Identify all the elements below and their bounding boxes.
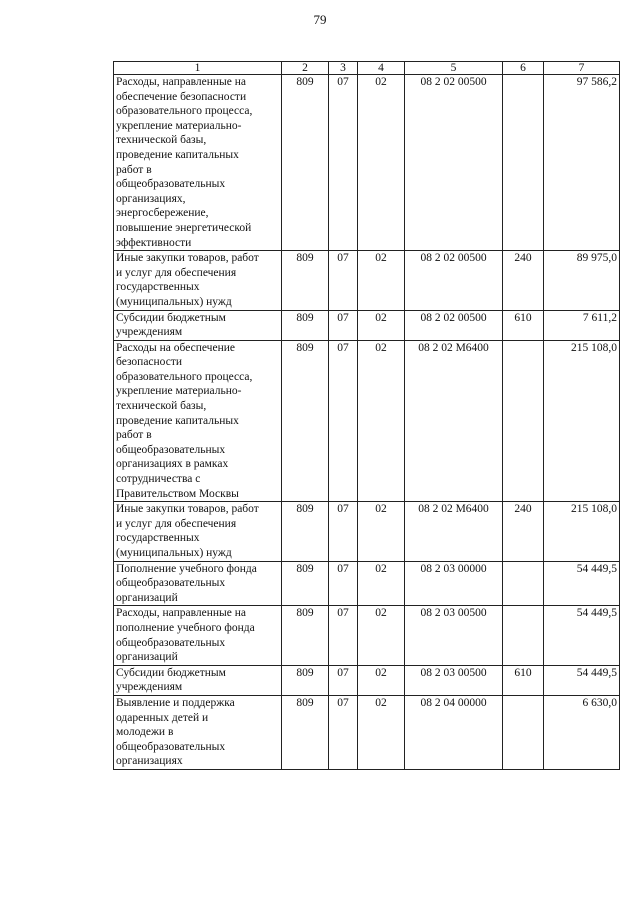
row-amount: 7 611,2: [544, 310, 620, 340]
row-section-code: 07: [329, 695, 358, 769]
row-subsection-code: 02: [358, 695, 405, 769]
row-section-code: 07: [329, 502, 358, 561]
row-description: [114, 606, 282, 665]
page-number: 79: [313, 12, 327, 27]
description-line: организациях: [116, 755, 183, 768]
description-line: энергосбережение,: [116, 207, 209, 220]
row-expense-type: [503, 695, 544, 769]
row-subsection-code: 02: [358, 606, 405, 665]
row-ministry-code: 809: [282, 665, 329, 695]
row-ministry-code: 809: [282, 561, 329, 606]
description-line: Субсидии бюджетным: [116, 311, 226, 324]
row-amount: 215 108,0: [544, 340, 620, 502]
row-target-article: 08 2 02 М6400: [405, 340, 503, 502]
table-row: [114, 561, 620, 606]
description-line: технической базы,: [116, 134, 207, 147]
row-subsection-code: 02: [358, 340, 405, 502]
description-line: Пополнение учебного фонда: [116, 562, 257, 575]
row-description: [114, 665, 282, 695]
description-line: одаренных детей и: [116, 711, 209, 724]
header-col-6: 6: [503, 62, 544, 75]
row-target-article: 08 2 03 00500: [405, 665, 503, 695]
row-expense-type: [503, 75, 544, 251]
row-target-article: 08 2 02 М6400: [405, 502, 503, 561]
header-col-1: 1: [114, 62, 282, 75]
description-line: работ в: [116, 163, 152, 176]
row-target-article: 08 2 02 00500: [405, 75, 503, 251]
description-line: государственных: [116, 532, 200, 545]
description-line: проведение капитальных: [116, 148, 239, 161]
description-line: учреждениям: [116, 326, 183, 339]
description-line: Расходы, направленные на: [116, 607, 247, 620]
row-expense-type: [503, 340, 544, 502]
budget-table: [113, 61, 620, 770]
description-line: организаций: [116, 591, 178, 604]
row-description: [114, 561, 282, 606]
row-ministry-code: 809: [282, 75, 329, 251]
table-row: [114, 695, 620, 769]
table-row: [114, 251, 620, 310]
description-line: организаций: [116, 651, 178, 664]
header-col-7: 7: [544, 62, 620, 75]
row-expense-type: 610: [503, 665, 544, 695]
row-section-code: 07: [329, 75, 358, 251]
description-line: укрепление материально-: [116, 119, 242, 132]
row-expense-type: [503, 606, 544, 665]
description-line: Расходы на обеспечение: [116, 341, 235, 354]
row-ministry-code: 809: [282, 695, 329, 769]
row-subsection-code: 02: [358, 665, 405, 695]
description-line: повышение энергетической: [116, 221, 252, 234]
description-line: сотрудничества с: [116, 473, 201, 486]
row-subsection-code: 02: [358, 310, 405, 340]
row-ministry-code: 809: [282, 606, 329, 665]
row-ministry-code: 809: [282, 310, 329, 340]
row-section-code: 07: [329, 606, 358, 665]
row-target-article: 08 2 02 00500: [405, 251, 503, 310]
header-col-4: 4: [358, 62, 405, 75]
description-line: общеобразовательных: [116, 443, 226, 456]
description-line: работ в: [116, 429, 152, 442]
description-line: общеобразовательных: [116, 178, 226, 191]
row-subsection-code: 02: [358, 561, 405, 606]
row-description: [114, 310, 282, 340]
row-amount: 6 630,0: [544, 695, 620, 769]
description-line: Расходы, направленные на: [116, 76, 247, 88]
description-line: общеобразовательных: [116, 636, 226, 649]
description-line: молодежи в: [116, 726, 174, 739]
row-amount: 54 449,5: [544, 561, 620, 606]
row-description: [114, 695, 282, 769]
description-line: Субсидии бюджетным: [116, 666, 226, 679]
row-subsection-code: 02: [358, 251, 405, 310]
description-line: (муниципальных) нужд: [116, 295, 232, 308]
description-line: (муниципальных) нужд: [116, 547, 232, 559]
row-ministry-code: 809: [282, 340, 329, 502]
row-amount: 215 108,0: [544, 502, 620, 561]
description-line: общеобразовательных: [116, 577, 226, 590]
description-line: образовательного процесса,: [116, 105, 253, 118]
header-col-5: 5: [405, 62, 503, 75]
description-line: обеспечение безопасности: [116, 90, 247, 103]
row-amount: 54 449,5: [544, 665, 620, 695]
table-row: [114, 75, 620, 251]
row-expense-type: 240: [503, 502, 544, 561]
row-target-article: 08 2 02 00500: [405, 310, 503, 340]
description-line: организациях в рамках: [116, 458, 229, 471]
header-row: [114, 62, 620, 75]
description-line: учреждениям: [116, 681, 183, 694]
description-line: и услуг для обеспечения: [116, 266, 237, 279]
row-description: [114, 340, 282, 502]
row-description: [114, 502, 282, 561]
description-line: Выявление и поддержка: [116, 696, 235, 709]
description-line: эффективности: [116, 236, 192, 249]
row-ministry-code: 809: [282, 251, 329, 310]
row-expense-type: [503, 561, 544, 606]
description-line: технической базы,: [116, 400, 207, 413]
row-target-article: 08 2 03 00500: [405, 606, 503, 665]
row-expense-type: 610: [503, 310, 544, 340]
description-line: организациях,: [116, 192, 186, 205]
row-amount: 89 975,0: [544, 251, 620, 310]
table-row: [114, 310, 620, 340]
row-amount: 97 586,2: [544, 75, 620, 251]
row-section-code: 07: [329, 340, 358, 502]
row-amount: 54 449,5: [544, 606, 620, 665]
description-line: Правительством Москвы: [116, 487, 239, 500]
row-ministry-code: 809: [282, 502, 329, 561]
description-line: укрепление материально-: [116, 385, 242, 398]
row-subsection-code: 02: [358, 75, 405, 251]
description-line: пополнение учебного фонда: [116, 621, 255, 634]
row-description: [114, 75, 282, 251]
table-row: [114, 502, 620, 561]
table-row: [114, 606, 620, 665]
description-line: общеобразовательных: [116, 740, 226, 753]
header-col-2: 2: [282, 62, 329, 75]
row-target-article: 08 2 03 00000: [405, 561, 503, 606]
row-section-code: 07: [329, 310, 358, 340]
description-line: безопасности: [116, 356, 183, 369]
description-line: и услуг для обеспечения: [116, 517, 237, 530]
table-row: [114, 665, 620, 695]
row-section-code: 07: [329, 561, 358, 606]
row-target-article: 08 2 04 00000: [405, 695, 503, 769]
row-section-code: 07: [329, 251, 358, 310]
row-subsection-code: 02: [358, 502, 405, 561]
row-description: [114, 251, 282, 310]
description-line: Иные закупки товаров, работ: [116, 503, 259, 516]
description-line: Иные закупки товаров, работ: [116, 252, 259, 265]
description-line: государственных: [116, 281, 200, 294]
description-line: проведение капитальных: [116, 414, 239, 427]
table-row: [114, 340, 620, 502]
row-section-code: 07: [329, 665, 358, 695]
description-line: образовательного процесса,: [116, 370, 253, 383]
header-col-3: 3: [329, 62, 358, 75]
row-expense-type: 240: [503, 251, 544, 310]
